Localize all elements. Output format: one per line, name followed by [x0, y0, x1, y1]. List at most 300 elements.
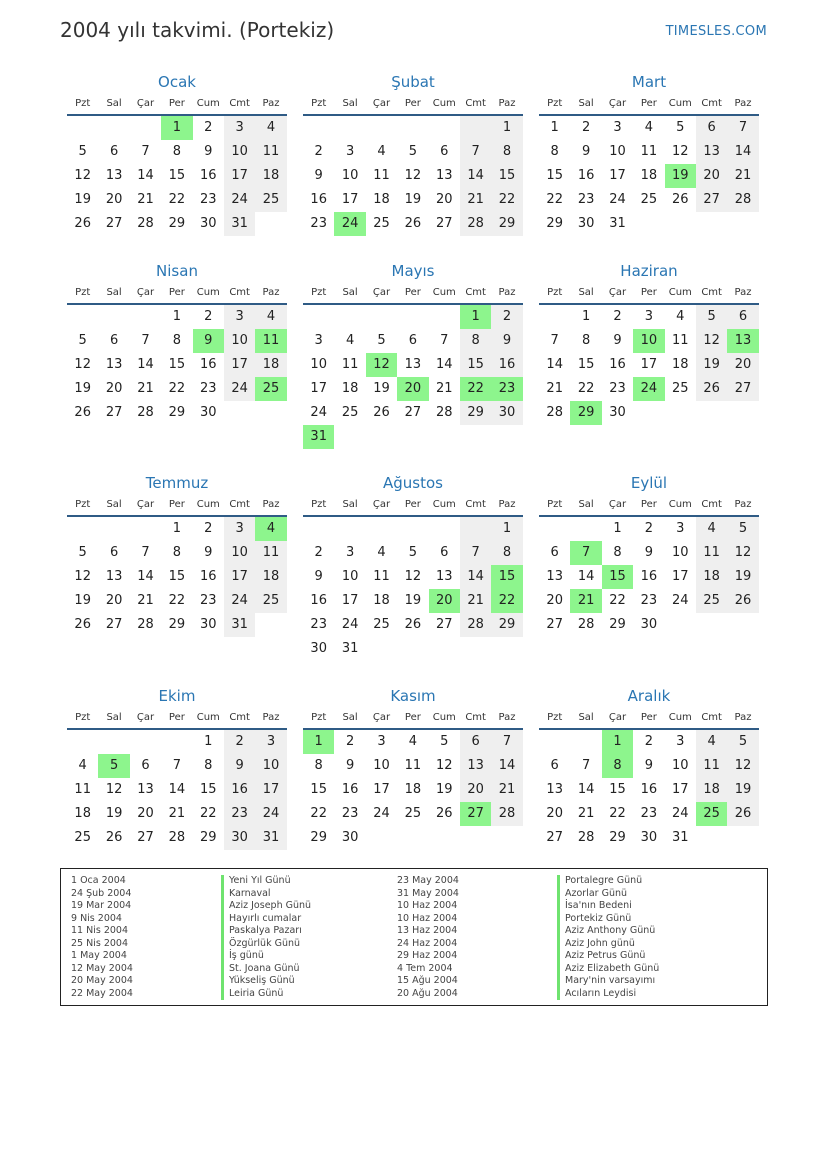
day-cell: 21 [570, 589, 601, 613]
day-cell: 13 [105, 168, 123, 183]
empty-cell [539, 305, 570, 329]
day-cell: 26 [671, 192, 689, 207]
day-cell: 25 [255, 188, 286, 212]
empty-cell [727, 401, 758, 425]
day-cell: 4 [255, 305, 286, 329]
day-cell: 14 [137, 357, 154, 372]
day-cell: 25 [255, 377, 286, 401]
day-cell: 28 [577, 617, 595, 632]
day-cell: 2 [581, 120, 591, 135]
day-cell: 17 [224, 565, 255, 589]
holiday-date: 10 Haz 2004 [397, 912, 458, 924]
day-cell: 12 [671, 144, 689, 159]
day-cell: 4 [408, 734, 417, 749]
day-cell: 30 [341, 830, 359, 845]
day-cell: 1 [303, 730, 334, 754]
day-cell: 18 [74, 806, 91, 821]
day-cell: 22 [168, 381, 186, 396]
day-cell: 2 [644, 521, 653, 536]
day-cell: 23 [310, 617, 327, 632]
day-cell: 2 [644, 734, 653, 749]
day-cell: 11 [373, 569, 390, 584]
day-cell: 10 [224, 140, 255, 164]
empty-cell [727, 613, 758, 637]
day-cell: 5 [440, 734, 449, 749]
weekday-label: Sal [578, 98, 594, 109]
day-cell: 5 [78, 333, 87, 348]
weekday-label: Cmt [701, 287, 722, 298]
day-cell: 5 [377, 333, 386, 348]
empty-cell [255, 401, 286, 425]
day-cell: 15 [491, 164, 522, 188]
holiday-name: Paskalya Pazarı [221, 925, 311, 938]
day-cell: 24 [671, 806, 689, 821]
weekday-label: Sal [578, 287, 594, 298]
weekday-label: Çar [372, 287, 391, 298]
weekday-header [67, 281, 287, 305]
day-cell: 8 [460, 329, 491, 353]
day-cell: 20 [727, 353, 758, 377]
day-cell: 23 [310, 216, 327, 231]
day-cell: 24 [341, 617, 359, 632]
day-cell: 31 [609, 216, 626, 231]
day-cell: 29 [199, 830, 217, 845]
day-cell: 11 [696, 541, 727, 565]
day-cell: 2 [204, 521, 213, 536]
weekday-label: Pzt [75, 287, 91, 298]
day-cell: 24 [310, 405, 327, 420]
month-name: Ekim [158, 687, 196, 705]
day-cell: 25 [696, 802, 727, 826]
day-cell: 18 [255, 353, 286, 377]
empty-cell [334, 517, 365, 541]
day-cell: 28 [435, 405, 453, 420]
empty-cell [727, 826, 758, 850]
empty-cell [429, 425, 460, 449]
day-cell: 4 [255, 517, 286, 541]
weekday-label: Pzt [75, 98, 91, 109]
holiday-date: 29 Haz 2004 [397, 950, 458, 961]
empty-cell [665, 613, 696, 637]
holiday-name: Karnaval [221, 888, 311, 901]
weekday-label: Pzt [547, 499, 563, 510]
empty-cell [366, 826, 397, 850]
empty-cell [334, 305, 365, 329]
holiday-name: Yükseliş Günü [221, 975, 311, 988]
month-name: Şubat [391, 73, 435, 91]
weekday-label: Per [640, 287, 657, 298]
empty-cell [397, 517, 428, 541]
month-name: Ocak [158, 73, 196, 91]
day-cell: 6 [550, 545, 559, 560]
empty-cell [429, 116, 460, 140]
day-cell: 12 [727, 754, 758, 778]
day-cell: 16 [577, 168, 595, 183]
weekday-label: Cum [668, 499, 692, 510]
day-cell: 2 [613, 309, 622, 324]
weekday-label: Çar [136, 287, 155, 298]
day-cell: 16 [224, 778, 255, 802]
day-cell: 17 [609, 168, 626, 183]
day-cell: 25 [671, 381, 689, 396]
day-cell: 12 [727, 541, 758, 565]
weekday-label: Paz [498, 712, 516, 723]
day-cell: 30 [491, 401, 522, 425]
weekday-label: Paz [262, 98, 280, 109]
day-cell: 21 [577, 806, 595, 821]
day-cell: 4 [377, 144, 386, 159]
day-cell: 24 [671, 593, 689, 608]
day-cell: 27 [546, 617, 563, 632]
day-cell: 14 [137, 569, 154, 584]
day-cell: 8 [550, 144, 559, 159]
day-cell: 30 [577, 216, 595, 231]
day-cell: 1 [172, 521, 181, 536]
month-calendar [539, 686, 759, 850]
day-grid [539, 116, 759, 236]
day-grid [303, 116, 523, 236]
weekday-label: Çar [372, 499, 391, 510]
day-cell: 15 [609, 782, 626, 797]
day-grid [67, 116, 287, 236]
weekday-label: Pzt [75, 712, 91, 723]
month-name: Ağustos [383, 474, 443, 492]
day-cell: 24 [334, 212, 365, 236]
weekday-label: Paz [498, 98, 516, 109]
day-cell: 29 [570, 401, 601, 425]
empty-cell [334, 116, 365, 140]
day-cell: 26 [74, 405, 91, 420]
month-calendar [303, 473, 523, 661]
day-cell: 13 [105, 357, 123, 372]
empty-cell [696, 212, 727, 236]
day-cell: 2 [314, 144, 323, 159]
day-cell: 5 [408, 144, 417, 159]
empty-cell [727, 212, 758, 236]
month-name: Aralık [627, 687, 671, 705]
weekday-label: Pzt [311, 499, 327, 510]
day-cell: 11 [373, 168, 390, 183]
day-cell: 30 [199, 617, 217, 632]
day-cell: 3 [255, 730, 286, 754]
holiday-date: 12 May 2004 [71, 962, 133, 974]
day-cell: 28 [137, 216, 154, 231]
empty-cell [161, 730, 192, 754]
day-cell: 5 [696, 305, 727, 329]
site-brand-link[interactable]: TIMESLES.COM [665, 24, 767, 39]
day-cell: 16 [640, 782, 658, 797]
day-cell: 12 [74, 168, 91, 183]
holiday-date: 20 Ağu 2004 [397, 987, 458, 999]
month-calendar [303, 72, 523, 236]
day-cell: 9 [644, 545, 653, 560]
day-cell: 25 [404, 806, 422, 821]
empty-cell [429, 517, 460, 541]
day-cell: 12 [435, 758, 453, 773]
day-cell: 19 [665, 164, 696, 188]
weekday-label: Pzt [311, 287, 327, 298]
holiday-dates-right [397, 875, 459, 1000]
day-cell: 15 [168, 357, 186, 372]
day-cell: 27 [460, 802, 491, 826]
day-cell: 29 [491, 212, 522, 236]
day-cell: 6 [408, 333, 417, 348]
day-cell: 1 [491, 116, 522, 140]
day-cell: 13 [435, 569, 453, 584]
holiday-date: 24 Şub 2004 [71, 887, 132, 899]
weekday-header [539, 706, 759, 730]
day-cell: 14 [546, 357, 563, 372]
weekday-label: Paz [262, 712, 280, 723]
day-cell: 26 [74, 216, 91, 231]
day-cell: 2 [345, 734, 355, 749]
day-cell: 4 [255, 116, 286, 140]
day-cell: 26 [727, 802, 758, 826]
empty-cell [98, 305, 129, 329]
weekday-label: Per [404, 287, 421, 298]
day-cell: 28 [727, 188, 758, 212]
empty-cell [460, 826, 491, 850]
day-cell: 3 [644, 309, 653, 324]
day-cell: 29 [609, 830, 626, 845]
weekday-header [303, 92, 523, 116]
day-cell: 27 [435, 216, 453, 231]
day-cell: 6 [440, 545, 449, 560]
day-cell: 9 [204, 144, 213, 159]
day-cell: 20 [546, 806, 563, 821]
month-calendar [303, 261, 523, 449]
day-cell: 26 [727, 589, 758, 613]
day-cell: 26 [105, 830, 123, 845]
day-cell: 16 [341, 782, 359, 797]
day-cell: 14 [727, 140, 758, 164]
holiday-date: 11 Nis 2004 [71, 925, 128, 936]
day-cell: 23 [640, 593, 658, 608]
weekday-header [303, 493, 523, 517]
day-cell: 8 [613, 545, 622, 560]
day-cell: 7 [460, 541, 491, 565]
month-name: Mart [631, 73, 667, 91]
holiday-date: 4 Tem 2004 [397, 962, 453, 974]
empty-cell [539, 517, 570, 541]
weekday-label: Paz [734, 98, 752, 109]
weekday-label: Pzt [547, 712, 563, 723]
day-cell: 20 [137, 806, 154, 821]
weekday-label: Pzt [547, 287, 563, 298]
month-calendar [67, 686, 287, 850]
day-cell: 21 [491, 778, 522, 802]
day-cell: 6 [109, 545, 119, 560]
day-cell: 13 [546, 569, 563, 584]
day-cell: 31 [255, 826, 286, 850]
day-cell: 12 [404, 569, 422, 584]
day-cell: 9 [581, 144, 591, 159]
holiday-name: İş günü [221, 950, 311, 963]
empty-cell [397, 826, 428, 850]
weekday-label: Çar [136, 98, 155, 109]
day-cell: 7 [491, 730, 522, 754]
day-cell: 13 [435, 168, 453, 183]
day-cell: 28 [460, 212, 491, 236]
day-cell: 6 [440, 144, 449, 159]
weekday-label: Paz [734, 499, 752, 510]
holiday-name: Portekiz Günü [557, 913, 659, 926]
weekday-label: Cum [668, 98, 692, 109]
weekday-label: Cum [432, 98, 456, 109]
day-cell: 17 [341, 593, 359, 608]
day-cell: 17 [671, 569, 689, 584]
month-name: Kasım [390, 687, 436, 705]
day-cell: 18 [255, 565, 286, 589]
day-cell: 4 [676, 309, 685, 324]
day-grid [67, 730, 287, 850]
day-cell: 4 [78, 758, 87, 773]
holiday-date: 9 Nis 2004 [71, 912, 122, 924]
holiday-date: 25 Nis 2004 [71, 937, 128, 949]
day-cell: 21 [137, 593, 154, 608]
day-cell: 1 [613, 521, 622, 536]
empty-cell [366, 517, 397, 541]
day-cell: 30 [199, 216, 217, 231]
holiday-list [60, 868, 768, 1006]
day-cell: 8 [491, 140, 522, 164]
weekday-label: Çar [608, 712, 627, 723]
weekday-label: Çar [608, 287, 627, 298]
day-cell: 4 [644, 120, 653, 135]
day-cell: 28 [168, 830, 186, 845]
day-cell: 28 [137, 617, 154, 632]
holiday-name: Aziz Anthony Günü [557, 925, 659, 938]
month-calendar [539, 261, 759, 425]
day-cell: 24 [224, 377, 255, 401]
day-cell: 22 [491, 589, 522, 613]
day-cell: 20 [546, 593, 563, 608]
day-cell: 22 [577, 381, 595, 396]
day-cell: 11 [255, 541, 286, 565]
holiday-date: 15 Ağu 2004 [397, 975, 458, 986]
day-grid [67, 517, 287, 637]
day-cell: 6 [696, 116, 727, 140]
day-cell: 1 [581, 309, 591, 324]
page-title: 2004 yılı takvimi. (Portekiz) [60, 18, 335, 42]
day-cell: 5 [727, 730, 758, 754]
day-cell: 6 [141, 758, 150, 773]
holiday-name: Portalegre Günü [557, 875, 659, 888]
day-cell: 7 [570, 541, 601, 565]
day-cell: 23 [199, 192, 217, 207]
day-cell: 3 [314, 333, 323, 348]
holiday-date: 20 May 2004 [71, 975, 133, 986]
weekday-label: Cmt [229, 499, 250, 510]
day-cell: 18 [696, 565, 727, 589]
day-cell: 11 [341, 357, 359, 372]
empty-cell [303, 305, 334, 329]
day-cell: 25 [696, 589, 727, 613]
day-cell: 17 [341, 192, 359, 207]
day-cell: 15 [602, 565, 633, 589]
empty-cell [460, 116, 491, 140]
weekday-label: Çar [372, 98, 391, 109]
day-cell: 11 [255, 329, 286, 353]
day-cell: 5 [78, 144, 87, 159]
day-cell: 3 [345, 545, 355, 560]
day-cell: 28 [460, 613, 491, 637]
day-cell: 3 [613, 120, 622, 135]
day-cell: 3 [224, 116, 255, 140]
day-cell: 2 [224, 730, 255, 754]
day-cell: 27 [546, 830, 563, 845]
empty-cell [429, 305, 460, 329]
day-cell: 9 [204, 545, 213, 560]
day-cell: 4 [696, 517, 727, 541]
day-cell: 1 [491, 517, 522, 541]
weekday-label: Pzt [547, 98, 563, 109]
day-cell: 28 [546, 405, 563, 420]
day-cell: 3 [224, 517, 255, 541]
day-cell: 5 [727, 517, 758, 541]
weekday-label: Cum [196, 287, 220, 298]
weekday-label: Sal [342, 287, 358, 298]
day-cell: 10 [341, 168, 359, 183]
empty-cell [303, 116, 334, 140]
weekday-header [303, 281, 523, 305]
day-cell: 15 [310, 782, 327, 797]
empty-cell [397, 116, 428, 140]
day-cell: 2 [204, 120, 213, 135]
day-cell: 10 [255, 754, 286, 778]
weekday-label: Cum [432, 499, 456, 510]
day-cell: 30 [609, 405, 626, 420]
day-cell: 31 [671, 830, 689, 845]
day-cell: 28 [137, 405, 154, 420]
month-name: Haziran [620, 262, 678, 280]
day-grid [303, 517, 523, 661]
day-cell: 19 [435, 782, 453, 797]
day-cell: 22 [168, 593, 186, 608]
weekday-label: Per [640, 98, 657, 109]
empty-cell [570, 730, 601, 754]
day-cell: 26 [696, 377, 727, 401]
empty-cell [429, 637, 460, 661]
weekday-label: Per [168, 287, 185, 298]
day-cell: 20 [429, 589, 460, 613]
day-grid [539, 517, 759, 637]
holiday-name: Aziz Elizabeth Günü [557, 963, 659, 976]
day-cell: 5 [676, 120, 685, 135]
day-cell: 31 [341, 641, 359, 656]
day-grid [303, 730, 523, 850]
holiday-date: 1 May 2004 [71, 950, 127, 961]
day-cell: 3 [377, 734, 386, 749]
month-name: Temmuz [145, 474, 209, 492]
month-calendar [67, 473, 287, 637]
day-cell: 19 [74, 192, 91, 207]
empty-cell [491, 637, 522, 661]
day-cell: 25 [373, 617, 390, 632]
weekday-label: Cmt [701, 499, 722, 510]
day-cell: 3 [676, 734, 685, 749]
day-cell: 16 [310, 593, 327, 608]
day-cell: 17 [373, 782, 390, 797]
day-cell: 31 [224, 212, 255, 236]
day-cell: 6 [550, 758, 559, 773]
day-cell: 22 [609, 593, 626, 608]
weekday-label: Çar [608, 499, 627, 510]
day-cell: 11 [404, 758, 422, 773]
weekday-label: Cmt [701, 712, 722, 723]
day-cell: 23 [224, 802, 255, 826]
day-cell: 7 [172, 758, 181, 773]
